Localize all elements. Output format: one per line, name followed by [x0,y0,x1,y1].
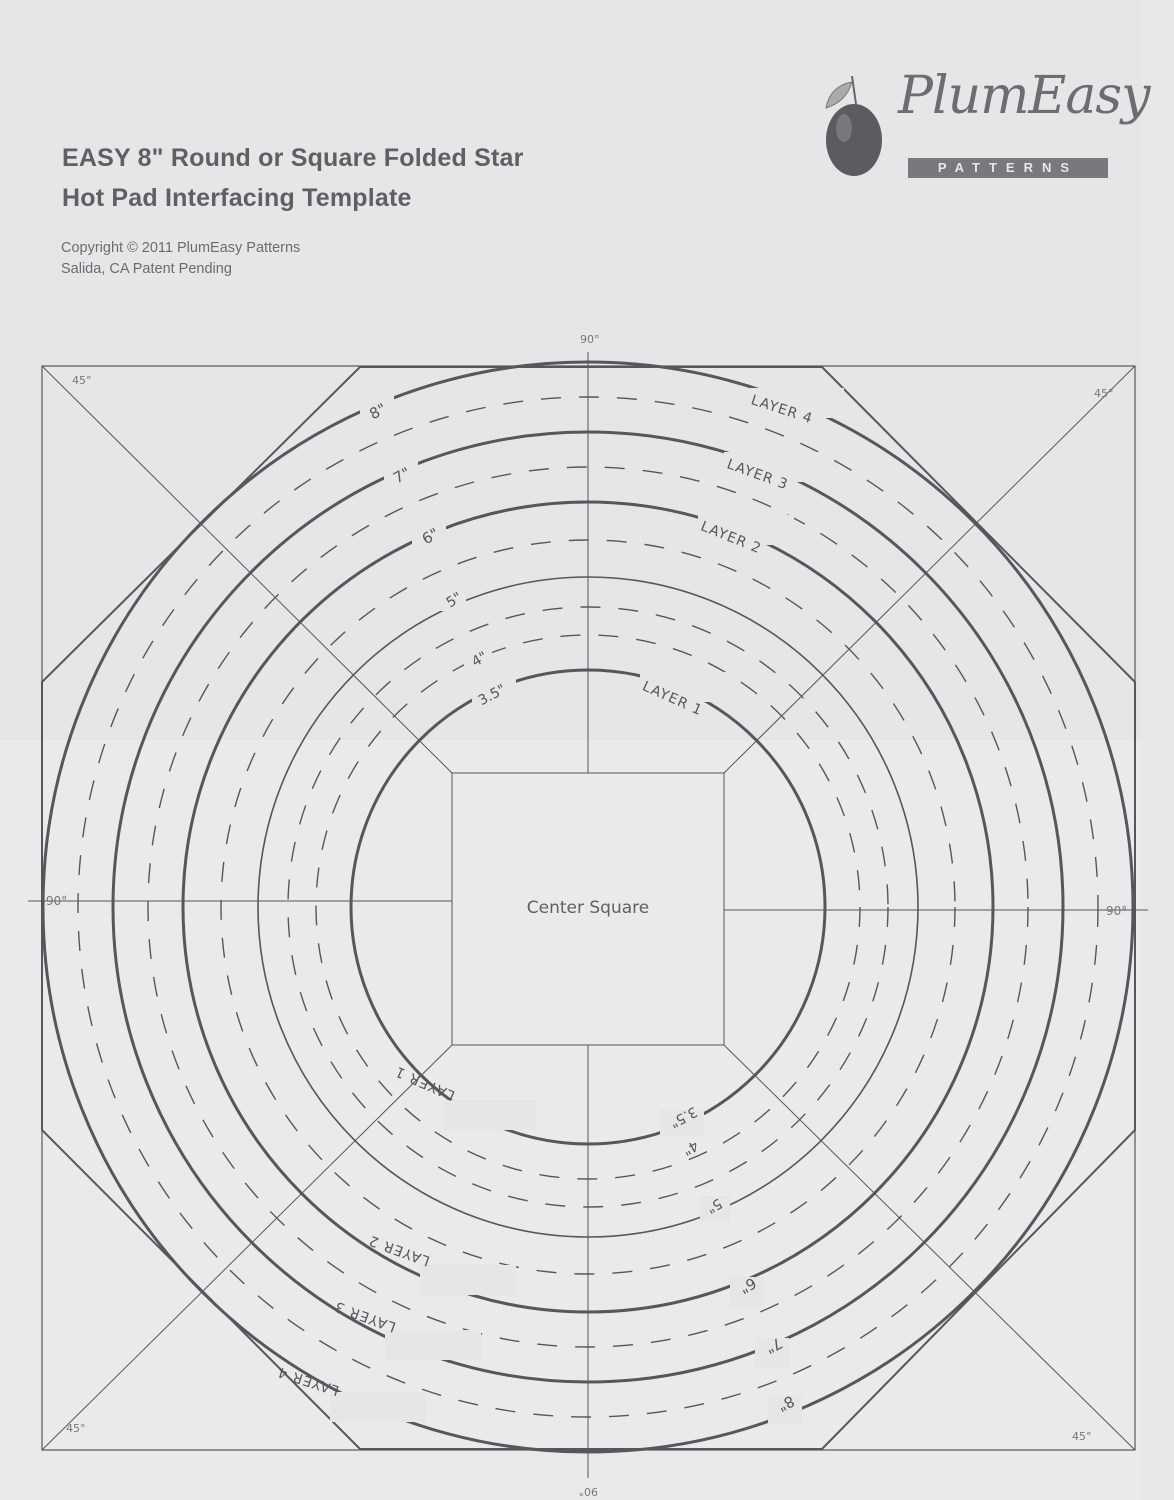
size-label-3-5-inverted: 3.5" [666,1102,700,1131]
copyright-line-2: Salida, CA Patent Pending [61,261,232,277]
angle-label-top-right: 45° [1094,387,1114,400]
diagonal-tr [724,366,1135,773]
size-label-3-5: 3.5" [475,681,509,710]
layer-label-2: LAYER 2 [698,518,764,558]
size-label-5: 5" [443,589,466,612]
size-label-4-inverted: 4" [679,1136,701,1159]
brand-bar: PATTERNS [908,158,1108,178]
angle-label-top: 90° [580,333,600,346]
title-line-2: Hot Pad Interfacing Template [62,184,412,212]
angle-label-right: 90° [1106,904,1128,918]
angle-label-bottom-right: 45° [1072,1430,1092,1443]
size-label-7-inverted: 7" [762,1333,786,1358]
layer-label-1-inverted: LAYER 1 [392,1062,458,1104]
angle-label-bottom: 90° [578,1485,598,1498]
size-label-6: 6" [418,524,443,549]
diagonal-br [724,1045,1135,1450]
title-line-1: EASY 8" Round or Square Folded Star [62,144,524,172]
size-label-8-inverted: 8" [774,1391,798,1416]
angle-label-left: 90° [46,894,68,908]
size-label-4: 4" [469,648,491,671]
size-label-6-inverted: 6" [736,1273,760,1298]
center-square-label: Center Square [526,898,650,918]
diagonal-tl [42,366,452,773]
brand-script: PlumEasy [898,66,1150,126]
copyright-line-1: Copyright © 2011 PlumEasy Patterns [61,240,301,256]
layer-label-1: LAYER 1 [639,678,705,720]
size-label-5-inverted: 5" [703,1194,725,1217]
angle-label-top-left: 45° [72,374,92,387]
layer-label-3-inverted: LAYER 3 [332,1297,399,1335]
size-label-7: 7" [390,463,414,488]
size-label-8: 8" [366,399,390,424]
angle-label-bottom-left: 45° [66,1422,86,1435]
layer-label-4-inverted: LAYER 4 [275,1363,342,1399]
layer-label-2-inverted: LAYER 2 [366,1231,433,1269]
layer-label-3: LAYER 3 [724,456,791,494]
layer-label-4: LAYER 4 [748,392,815,428]
